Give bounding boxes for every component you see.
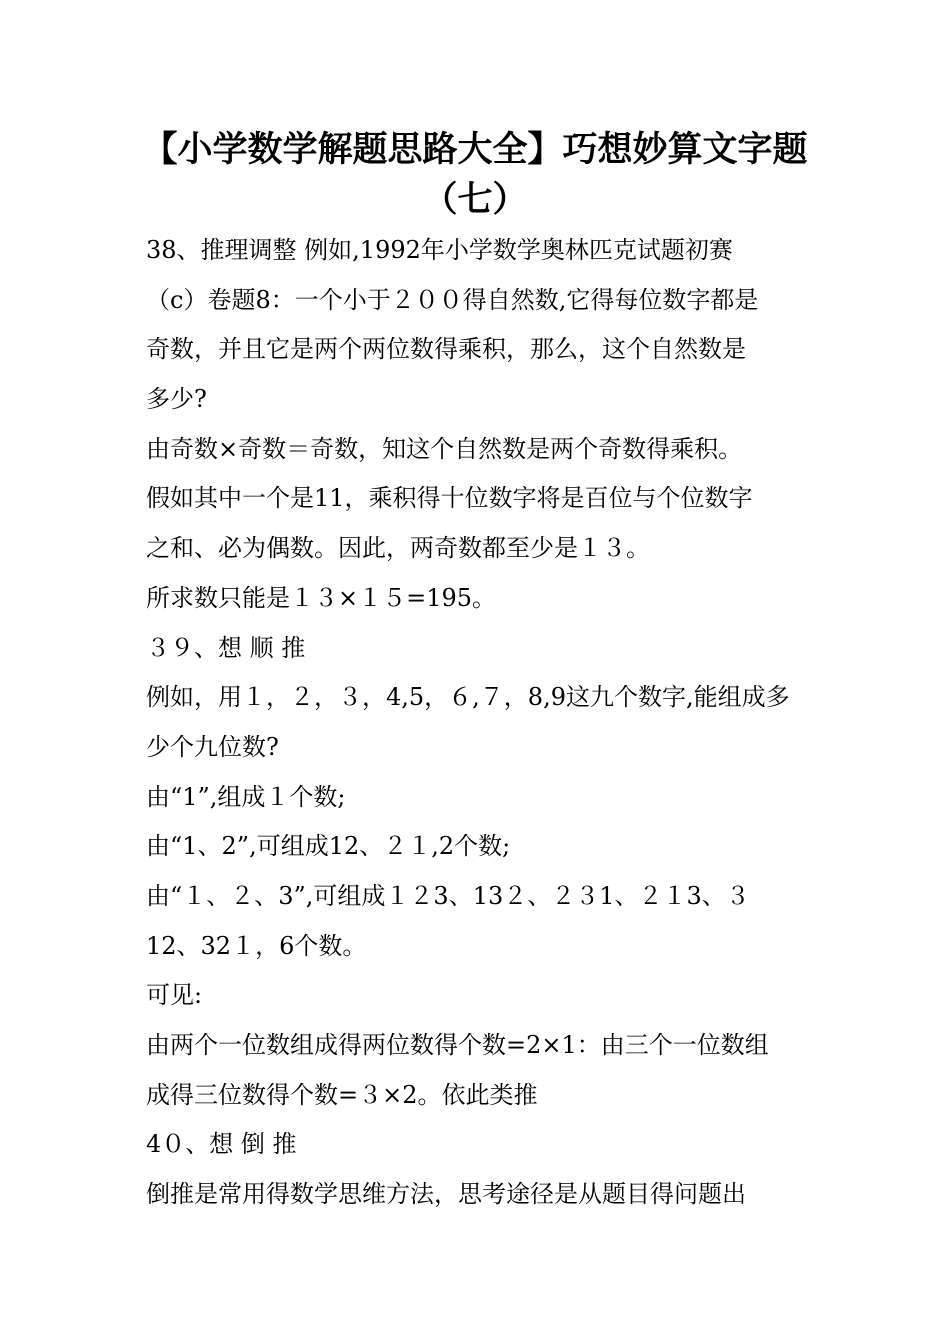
document-body — [146, 230, 806, 1224]
body-line: 假如其中一个是11，乘积得十位数字将是百位与个位数字 — [146, 484, 753, 513]
body-line: 之和、必为偶数。因此，两奇数都至少是１３。 — [146, 534, 650, 563]
body-line: （c）卷题8：一个小于２００得自然数,它得每位数字都是 — [146, 285, 759, 314]
body-line: 例如，用１，２，３，4,5，６,７，8,9这九个数字,能组成多 — [146, 683, 790, 712]
body-line: 可见: — [146, 981, 203, 1010]
body-line: 由“1、2”,可组成12、２１,2个数; — [146, 832, 511, 861]
body-line: 倒推是常用得数学思维方法，思考途径是从题目得问题出 — [146, 1180, 746, 1209]
body-line: 4０、想 倒 推 — [146, 1130, 297, 1159]
body-line: ３９、想 顺 推 — [146, 633, 306, 662]
body-line: 成得三位数得个数=３×2。依此类推 — [146, 1080, 538, 1109]
body-line: 多少? — [146, 385, 207, 414]
document-title-line-2: （七） — [422, 180, 528, 220]
body-line: 38、推理调整 例如,1992年小学数学奥林匹克试题初赛 — [146, 236, 733, 264]
body-line: 由“1”,组成１个数; — [146, 782, 346, 811]
body-line: 由“１、２、3”,可组成１２3、13２、２３1、２１3、３ — [146, 881, 750, 910]
body-line: 奇数，并且它是两个两位数得乘积，那么，这个自然数是 — [146, 335, 746, 364]
body-line: 由两个一位数组成得两位数得个数=2×1：由三个一位数组 — [146, 1031, 769, 1059]
body-line: 由奇数×奇数＝奇数，知这个自然数是两个奇数得乘积。 — [146, 434, 743, 463]
body-line: 所求数只能是１３×１５=195。 — [146, 583, 497, 612]
document-title-line-1: 【小学数学解题思路大全】巧想妙算文字题 — [142, 130, 808, 170]
body-line: 少个九位数? — [146, 732, 279, 761]
body-line: 12、32１，6个数。 — [146, 931, 367, 960]
